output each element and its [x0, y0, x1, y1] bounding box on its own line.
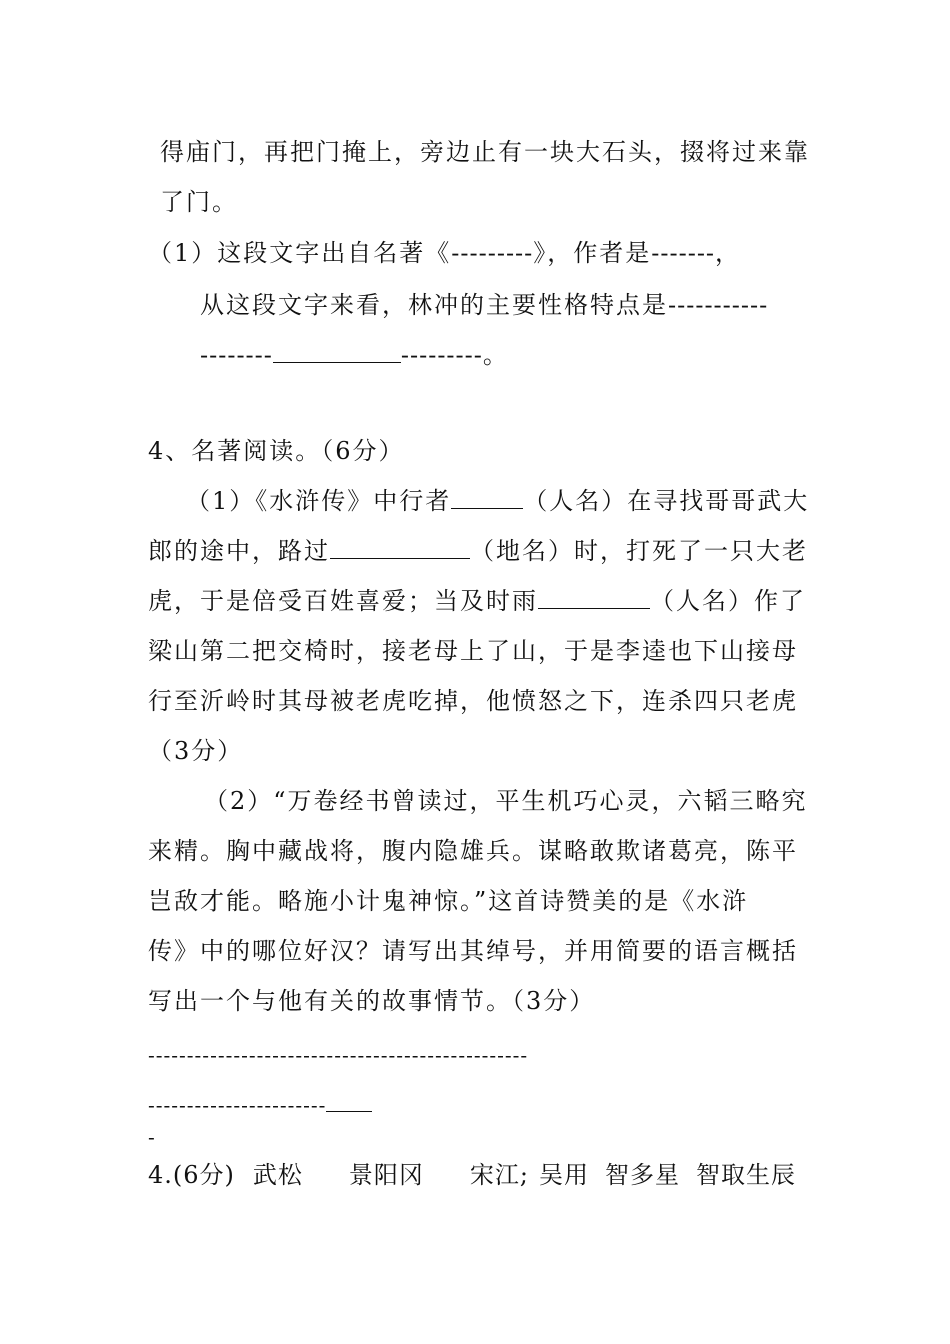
answer-line-3[interactable]: -	[148, 1125, 156, 1149]
answer-line-1[interactable]: -------------------------------------------------	[148, 1043, 529, 1067]
answer-line-2[interactable]: -----------------------	[148, 1090, 372, 1120]
answer-label: 4.(6分)	[148, 1161, 235, 1189]
trait-blank-a[interactable]: -----------	[668, 291, 769, 319]
trait-blank-b[interactable]: --------	[200, 341, 273, 369]
q4-p2-line-5: 写出一个与他有关的故事情节。（3分）	[148, 987, 596, 1015]
author-blank[interactable]: -------	[651, 239, 716, 267]
answer-5: 智多星	[605, 1161, 680, 1189]
answer-3: 宋江;	[469, 1161, 529, 1189]
answer-1: 武松	[252, 1161, 303, 1189]
answer-6: 智取生辰	[696, 1161, 796, 1189]
place-name-blank[interactable]	[330, 536, 470, 559]
question-4-heading: 4、名著阅读。（6分）	[148, 437, 405, 465]
q4-p1-line-6: （3分）	[148, 737, 244, 765]
answer-4: 吴用	[539, 1161, 589, 1189]
question-3-1-line-2: 从这段文字来看，林冲的主要性格特点是-----------	[200, 291, 769, 319]
question-3-1-line-1: （1）这段文字出自名著《---------》，作者是-------，	[148, 239, 742, 267]
q4-p1-line-4: 梁山第二把交椅时，接老母上了山，于是李逵也下山接母	[148, 637, 798, 665]
passage-line-2: 了门。	[160, 188, 238, 216]
q4-p2-line-4: 传》中的哪位好汉？请写出其绰号，并用简要的语言概括	[148, 937, 798, 965]
q4-p2-line-3: 岂敌才能。略施小计鬼神惊。”这首诗赞美的是《水浒	[148, 887, 749, 915]
answer-key	[148, 1160, 796, 1190]
answer-2: 景阳冈	[348, 1161, 424, 1189]
trait-underline[interactable]	[273, 340, 401, 363]
book-title-blank[interactable]: ---------	[451, 239, 534, 267]
answer-underline[interactable]	[326, 1097, 372, 1112]
q4-p1-line-5: 行至沂岭时其母被老虎吃掉，他愤怒之下，连杀四只老虎	[148, 687, 798, 715]
question-3-1-line-3: -------- ---------。	[200, 341, 509, 369]
q4-p1-line-1: （1）《水浒传》中行者 （人名）在寻找哥哥武大	[186, 487, 810, 515]
passage-line-1: 得庙门，再把门掩上，旁边止有一块大石头，掇将过来靠	[160, 138, 810, 166]
q4-p1-line-2: 郎的途中，路过 （地名）时，打死了一只大老	[148, 537, 808, 565]
trait-blank-c[interactable]: ---------	[400, 341, 483, 369]
person-name-blank-1[interactable]	[451, 486, 523, 509]
q4-p1-line-3: 虎，于是倍受百姓喜爱；当及时雨 （人名）作了	[148, 587, 806, 615]
person-name-blank-2[interactable]	[538, 586, 650, 609]
q4-p2-line-1: （2）“万卷经书曾读过，平生机巧心灵，六韬三略究	[204, 787, 808, 815]
q4-p2-line-2: 来精。胸中藏战将，腹内隐雄兵。谋略敢欺诸葛亮，陈平	[148, 837, 798, 865]
